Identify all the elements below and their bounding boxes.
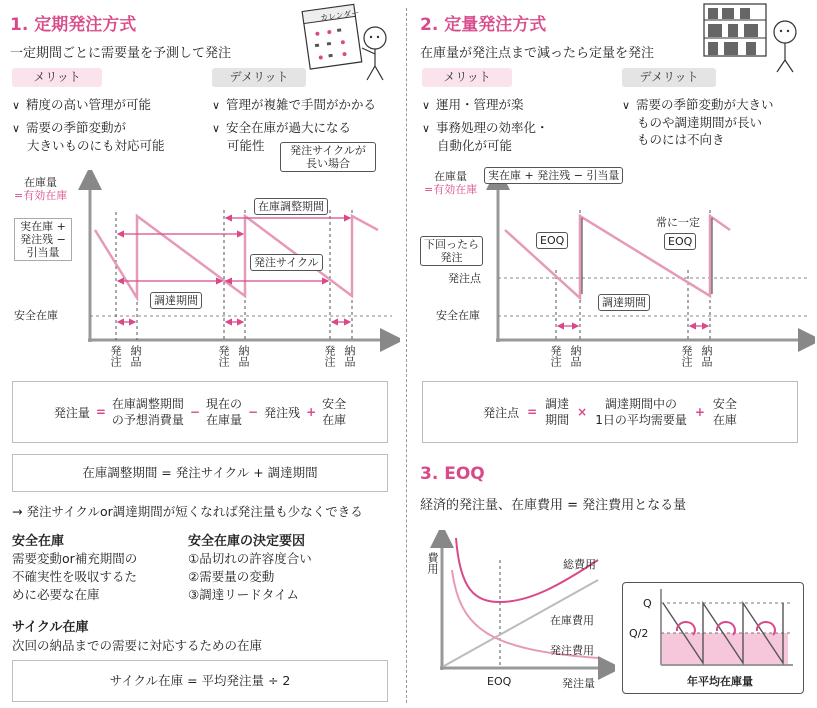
s1-axis-marks-2: 発注 納品	[217, 345, 250, 367]
s1-adjust-period-formula: 在庫調整期間 = 発注サイクル + 調達期間	[12, 454, 388, 492]
section3-title: 3. EOQ	[420, 464, 485, 484]
s2-safety-label: 安全在庫	[436, 309, 480, 322]
s1-demerits-list: ∨ 管理が複雑で手間がかかる ∨ 安全在庫が過大になる 可能性	[212, 97, 377, 153]
s1-y-definition: 実在庫 + 発注残 − 引当量	[14, 218, 72, 261]
s2-eoq-label-2: EOQ	[664, 233, 696, 250]
s2-demerit-tag: デメリット	[622, 68, 716, 87]
s2-merits-list: ∨ 運用・管理が楽 ∨ 事務処理の効率化・ 自動化が可能	[422, 97, 549, 153]
section2-subtitle: 在庫量が発注点まで減ったら定量を発注	[420, 46, 655, 61]
s1-adjust-period-label: 在庫調整期間	[254, 198, 328, 215]
eoq-ordering-label: 発注費用	[550, 644, 594, 657]
s2-reorder-label: 発注点	[448, 272, 481, 285]
s1-order-cycle-label: 発注サイクル	[250, 254, 323, 271]
s1-demerit-2: 安全在庫が過大になる	[226, 120, 352, 135]
f1-term2: 現在の 在庫量	[205, 397, 242, 427]
avg-inventory-inset	[622, 582, 804, 694]
s1-cycle-title: サイクル在庫	[12, 620, 89, 635]
s1-safety-desc: 需要変動or補充期間の 不確実性を吸収するた めに必要な在庫	[12, 551, 138, 602]
eoq-x-label: 発注量	[562, 677, 595, 690]
s1-safety-label: 安全在庫	[14, 309, 58, 322]
f1-term1: 在庫調整期間 の予想消費量	[111, 397, 184, 427]
s1-axis-marks-1: 発注 納品	[109, 345, 142, 367]
s2-y-label: 在庫量 =有効在庫	[424, 170, 478, 196]
s1-note: → 発注サイクルor調達期間が短くなれば発注量も少なくできる	[12, 504, 363, 519]
s2-axis-marks-1: 発注 納品	[549, 345, 582, 367]
section1-title: 1. 定期発注方式	[10, 15, 137, 35]
s1-demerit-2b: 可能性	[227, 138, 265, 153]
s1-demerit-tag: デメリット	[212, 68, 306, 87]
s2-reorder-formula: 発注点 = 調達 期間 × 調達期間中の 1日の平均需要量 + 安全 在庫	[422, 381, 798, 443]
s2-axis-marks-2: 発注 納品	[680, 345, 713, 367]
eoq-x-eoq-label: EOQ	[487, 675, 512, 688]
s1-safety-title: 安全在庫	[12, 534, 65, 549]
s1-merits-list: ∨ 精度の高い管理が可能 ∨ 需要の季節変動が 大きいものにも対応可能	[12, 97, 165, 153]
section-divider	[406, 8, 407, 703]
section1-subtitle: 一定期間ごとに需要量を予測して発注	[10, 46, 232, 61]
s1-lead-time-label: 調達期間	[150, 292, 202, 309]
s1-merit-2b: 大きいものにも対応可能	[27, 138, 165, 153]
s2-below-callout: 下回ったら 発注	[420, 236, 483, 266]
s1-y-label: 在庫量 =有効在庫	[14, 176, 68, 202]
s1-order-quantity-formula: 発注量 = 在庫調整期間 の予想消費量 − 現在の 在庫量 − 発注残 + 安全 在庫	[12, 381, 388, 443]
s1-demerit-1: 管理が複雑で手間がかかる	[226, 97, 377, 112]
inset-caption: 年平均在庫量	[687, 675, 753, 688]
s2-merit-tag: メリット	[422, 68, 512, 87]
eoq-holding-label: 在庫費用	[550, 614, 594, 627]
s2-y-definition: 実在庫 + 発注残 − 引当量	[484, 167, 623, 184]
s1-merit-tag: メリット	[12, 68, 102, 87]
s1-factors-list: ①品切れの許容度合い ②需要量の変動 ③調達リードタイム	[188, 551, 312, 602]
s1-merit-2: 需要の季節変動が	[26, 120, 127, 135]
s2-demerits-list: ∨ 需要の季節変動が大きい ものや調達期間が長い ものには不向き	[622, 97, 774, 147]
s1-cycle-formula: サイクル在庫 = 平均発注量 ÷ 2	[12, 660, 388, 702]
s2-eoq-label: EOQ	[536, 232, 568, 249]
section2-title: 2. 定量発注方式	[420, 15, 547, 35]
s1-cycle-desc: 次回の納品までの需要に対応するための在庫	[12, 638, 263, 653]
section3-subtitle: 経済的発注量、在庫費用 = 発注費用となる量	[420, 498, 687, 513]
eoq-y-label: 費用	[426, 552, 439, 574]
eoq-total-label: 総費用	[563, 558, 596, 571]
calendar-label: カレンダー	[319, 8, 360, 23]
f1-lhs: 発注量	[53, 405, 90, 420]
inset-q-label: Q	[643, 597, 652, 610]
f1-term3: 発注残	[264, 405, 301, 420]
s1-factors-title: 安全在庫の決定要因	[188, 534, 306, 549]
s2-lead-time-label: 調達期間	[598, 294, 650, 311]
s1-merit-1: 精度の高い管理が可能	[26, 97, 152, 112]
s1-axis-marks-3: 発注 納品	[323, 345, 356, 367]
inset-q2-label: Q/2	[629, 627, 649, 640]
warehouse-person-illustration	[700, 2, 810, 74]
s2-always-label: 常に一定	[656, 216, 700, 229]
f1-term4: 安全 在庫	[322, 397, 347, 427]
s1-demerit-callout: 発注サイクルが 長い場合	[280, 142, 376, 172]
